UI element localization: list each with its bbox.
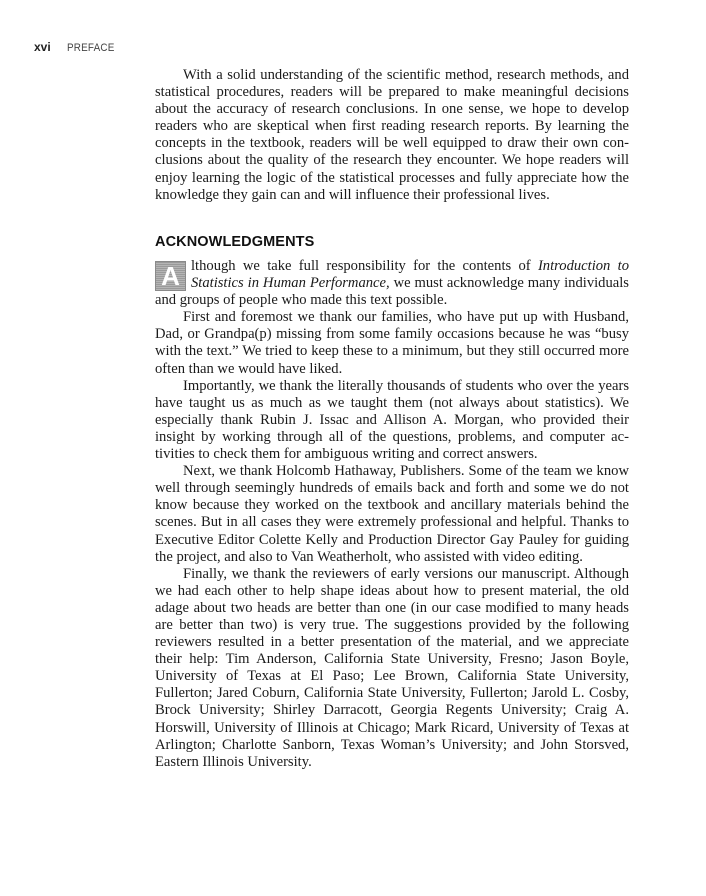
acknowledgments-text xyxy=(155,258,629,771)
page-number: xvi xyxy=(34,40,51,54)
first-paragraph-rest: we must acknowledge many individuals and groups of people who made this text possible. xyxy=(155,275,629,309)
section-name: PREFACE xyxy=(66,42,115,54)
paragraph-students: Importantly, we thank the literally thousands of students who over the years have taught us as much as we taught them (not always about statistics). We especially thank Rubin J. Issac and Allison A. Morgan, who provided their insight by working through all of the questions, problems, and computer activities to check them for ambiguous writing and correct answers. xyxy=(155,377,629,463)
section-heading-acknowledgments: ACKNOWLEDGMENTS xyxy=(155,234,315,250)
paragraph-publisher: Next, we thank Holcomb Hathaway, Publishers. Some of the team we know well through seemingly hundreds of emails back and forth and some we do not know because they worked on the textbook and ancillary materials behind the scenes. But in all cases they were extremely professional and helpful. Thanks to Executive Editor Colette Kelly and Production Director Gay Pauley for guiding the project, and also to Van Weatherholt, who assisted with video editing. xyxy=(155,463,629,565)
running-head xyxy=(34,40,119,54)
paragraph-reviewers: Finally, we thank the reviewers of early versions our manuscript. Although we had each other to help shape ideas about how to present material, the old adage about two heads are better than one (in our case modified to many heads are better than two) is very true. The suggestions provided by the following reviewers resulted in a better presentation of the material, and we appreciate their help: Tim Anderson, California State University, Fresno; Jason Boyle, University of Texas at El Paso; Lee Brown, California State University, Fullerton; Jared Coburn, California State University, Fullerton; Jarold L. Cosby, Brock University; Shirley Darracott, Georgia Regents University; Craig A. Horswill, University of Illinois at Chicago; Mark Ricard, University of Texas at Arlington; Charlotte Sanborn, Texas Woman’s University; and John Storsved, Eastern Illinois University. xyxy=(155,565,629,770)
book-title: Introduction to Statistics in Human Performance, xyxy=(191,258,630,292)
drop-cap-a: A xyxy=(155,261,186,291)
intro-paragraph: With a solid understanding of the scientific method, research methods, and statistical procedures, readers will be prepared to make meaningful decisions about the accuracy of research conclusions. In one sense, we hope to develop readers who are skeptical when first reading research reports. By learning the concepts in the textbook, readers will be well equipped to draw their own conclusions about the quality of the research they encounter. We hope readers will enjoy learning the logic of the statistical processes and fully appreciate how the knowledge they gain can and will influence their professional lives. xyxy=(155,67,629,203)
first-paragraph-lead: lthough we take full responsibility for the contents of xyxy=(191,258,538,274)
acknowledgments-first-paragraph xyxy=(155,258,629,309)
paragraph-families: First and foremost we thank our families, who have put up with Husband, Dad, or Grandpa(p) missing from some family occasions because he was “busy with the text.” We tried to keep these to a minimum, but they still occurred more often than we would have liked. xyxy=(155,309,629,377)
intro-text xyxy=(155,67,629,204)
